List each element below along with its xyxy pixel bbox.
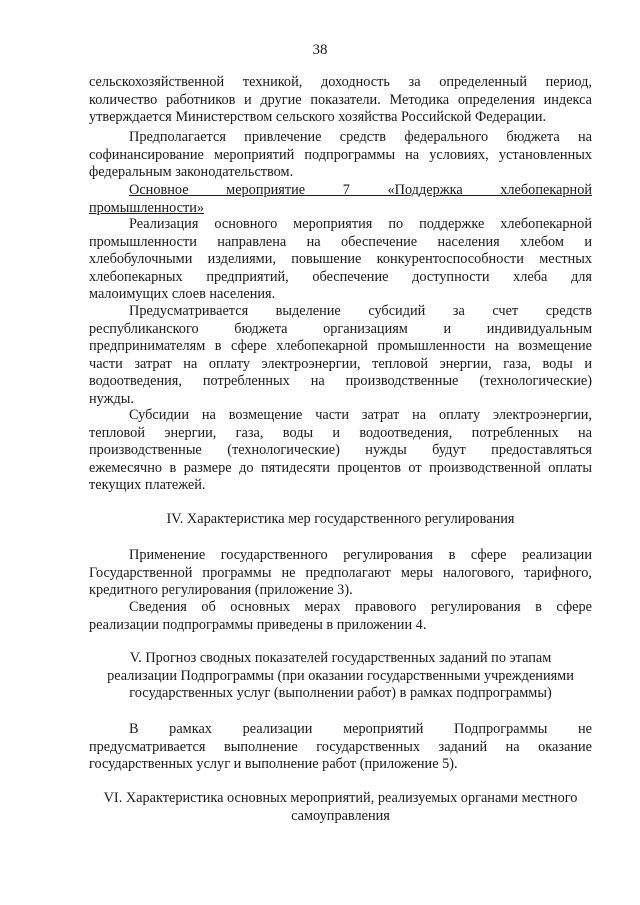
text-line: водоотведения, потребленных на производственные (технологические)	[89, 373, 592, 390]
paragraph-index-method	[89, 74, 592, 127]
text-line: Применение государственного регулирования в сфере реализации	[129, 547, 592, 563]
heading-line: V. Прогноз сводных показателей государственных заданий по этапам	[129, 650, 552, 666]
paragraph-state-regulation	[89, 547, 592, 600]
text-line: Сведения об основных мерах правового регулирования в сфере	[129, 599, 592, 615]
text-line: реализации подпрограммы приведены в приложении 4.	[89, 616, 427, 633]
text-line: предусматривается выполнение государственных заданий на оказание	[89, 738, 592, 755]
text-line: Предусматривается выделение субсидий за счет средств	[129, 303, 592, 319]
text-line: Предполагается привлечение средств федерального бюджета на	[129, 129, 592, 145]
paragraph-subsidies-allocation	[89, 303, 592, 409]
text-line: части затрат на оплату электроэнергии, тепловой энергии, газа, воды и	[89, 355, 592, 372]
paragraph-bakery-support	[89, 216, 592, 304]
text-line: республиканского бюджета организациям и индивидуальным	[89, 320, 592, 337]
text-line: промышленности направлена на обеспечение населения хлебом и	[89, 233, 592, 250]
text-line: хлебопекарных предприятий, обеспечение доступности хлеба для	[89, 268, 592, 285]
paragraph-federal-budget	[89, 129, 592, 182]
text-line: предпринимателям в сфере хлебопекарной промышленности на возмещение	[89, 338, 592, 355]
text-line: ежемесячно в размере до пятидесяти процентов от производственной оплаты	[89, 459, 592, 476]
text-line: Государственной программы не предполагают меры налогового, тарифного,	[89, 564, 592, 581]
section-heading-vi	[89, 790, 592, 825]
heading-line: реализации Подпрограммы (при оказании государственными учреждениями	[107, 667, 574, 684]
text-line: хлебобулочными изделиями, повышение конкурентоспособности местных	[89, 251, 592, 268]
heading-line: государственных услуг (выполнении работ) в рамках подпрограммы)	[129, 685, 552, 702]
text-line: тепловой энергии, газа, воды и водоотведения, потребленных на	[89, 424, 592, 441]
page-number: 38	[312, 42, 328, 58]
section-heading-v	[89, 650, 592, 703]
text-line: утверждается Министерством сельского хозяйства Российской Федерации.	[89, 109, 547, 126]
text-line: Реализация основного мероприятия по поддержке хлебопекарной	[129, 216, 592, 232]
measure-7-title	[89, 182, 592, 217]
paragraph-state-tasks	[89, 721, 592, 774]
text-line: малоимущих слоев населения.	[89, 286, 276, 303]
text-line: текущих платежей.	[89, 477, 206, 494]
text-line: Основное мероприятие 7 «Поддержка хлебопекарной	[129, 182, 592, 198]
text-line: кредитного регулирования (приложение 3).	[89, 582, 353, 599]
text-line: В рамках реализации мероприятий Подпрограммы не	[129, 721, 592, 737]
text-line: сельскохозяйственной техникой, доходность за определенный период,	[89, 74, 592, 90]
paragraph-legal-regulation	[89, 599, 592, 634]
heading-line: VI. Характеристика основных мероприятий, реализуемых органами местного	[103, 790, 578, 806]
text-line: Субсидии на возмещение части затрат на оплату электроэнергии,	[129, 407, 592, 423]
text-line: софинансирование мероприятий подпрограммы на условиях, установленных	[89, 146, 592, 163]
section-heading-iv: IV. Характеристика мер государственного регулирования	[166, 511, 515, 527]
text-line: федеральным законодательством.	[89, 164, 294, 181]
text-line: государственных услуг и выполнение работ (приложение 5).	[89, 756, 458, 773]
heading-line: самоуправления	[291, 807, 390, 824]
text-line: производственные (технологические) нужды будут предоставляться	[89, 442, 592, 459]
text-line: промышленности»	[89, 199, 205, 216]
text-line: количество работников и другие показатели. Методика определения индекса	[89, 91, 592, 108]
text-line: нужды.	[89, 390, 134, 407]
paragraph-subsidies-monthly	[89, 407, 592, 495]
